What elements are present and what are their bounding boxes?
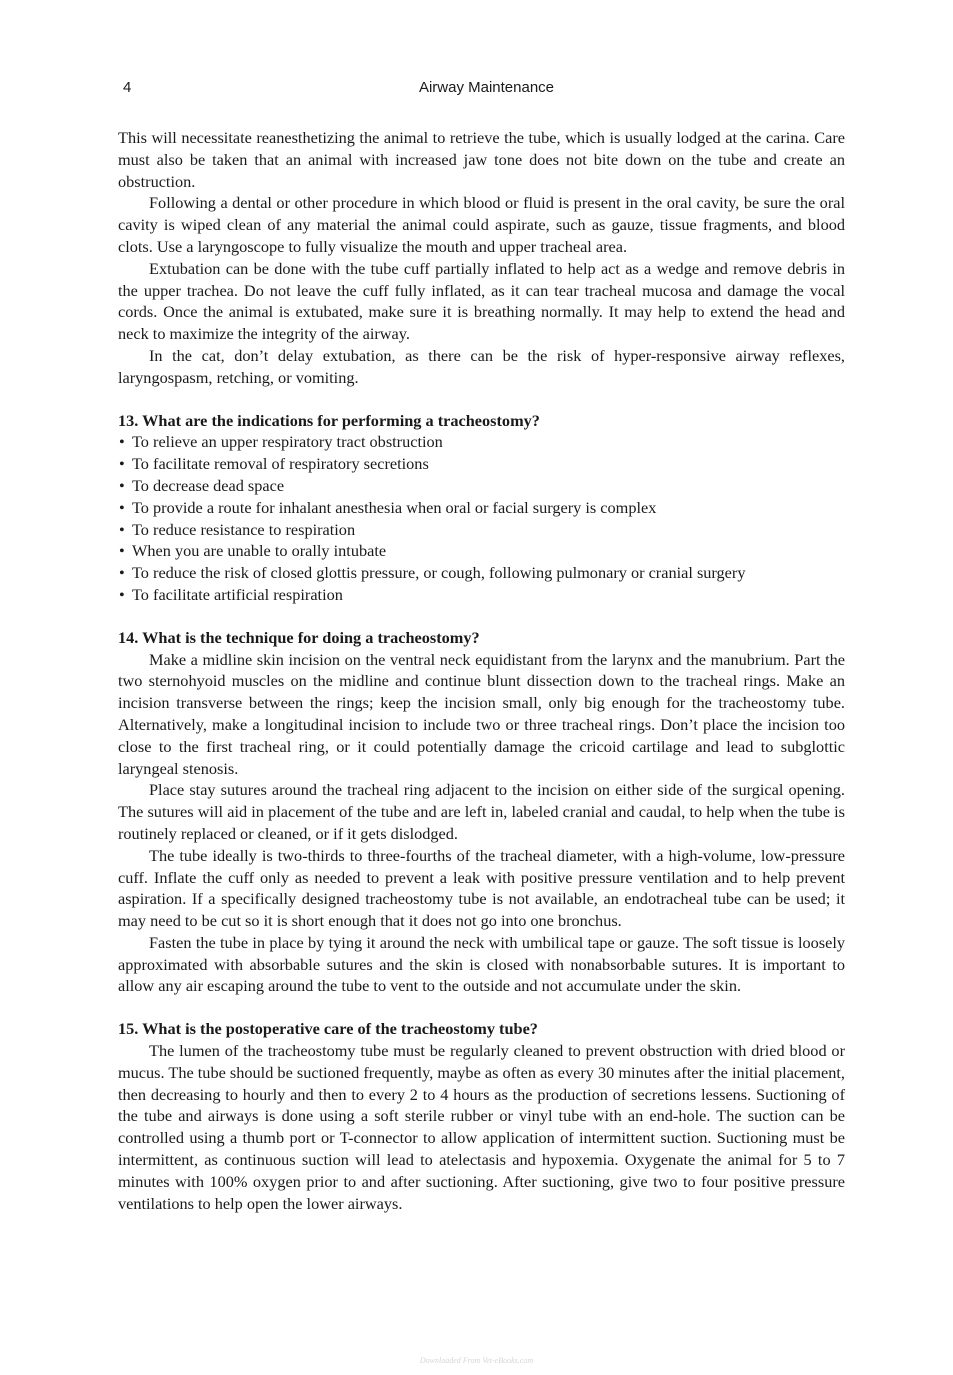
bullet-icon: •: [119, 497, 125, 517]
technique-paragraph-1: Make a midline skin incision on the ventral neck equidistant from the larynx and the manubrium. Part the two sternohyoid muscles on the midline and continue blunt dissection down to the tracheal rings. Make an incision transverse between the rings; keep the incision small, only big enough for the tracheostomy tube. Alternatively, make a longitudinal incision to include two or three tracheal rings. Don’t place the incision too close to the first tracheal ring, or it could potentially damage the cricoid cartilage and lead to subglottic laryngeal stenosis.: [118, 649, 845, 778]
postoperative-paragraph-1: The lumen of the tracheostomy tube must be regularly cleaned to prevent obstruction with dried blood or mucus. The tube should be suctioned frequently, maybe as often as every 30 minutes after the initial placement, then decreasing to hourly and then to every 2 to 4 hours as the production of secretions lessens. Suctioning of the tube and airways is done using a soft sterile rubber or vinyl tube with an end-hole. The suction can be controlled using a thumb port or T-connector to allow application of intermittent suction. Suctioning must be intermittent, as continuous suction will lead to atelectasis and hypoxemia. Oxygenate the animal for 5 to 7 minutes with 100% oxygen prior to and after suctioning. After suctioning, give two to four positive pressure ventilations to help open the lower airways.: [118, 1041, 845, 1213]
question-13-heading: 13. What are the indications for performing a tracheostomy?: [118, 410, 540, 430]
list-item-text: To reduce resistance to respiration: [132, 519, 356, 539]
list-item: [118, 519, 845, 541]
list-item: [118, 497, 845, 519]
list-item: [118, 540, 845, 562]
list-item: [118, 453, 845, 475]
list-item-text: To provide a route for inhalant anesthesia when oral or facial surgery is complex: [132, 497, 657, 517]
bullet-icon: •: [119, 584, 125, 604]
bullet-icon: •: [119, 432, 125, 452]
list-item-text: To relieve an upper respiratory tract obstruction: [132, 432, 443, 452]
list-item: [118, 584, 845, 606]
download-watermark: Downloaded From Vet-eBooks.com: [419, 1356, 534, 1365]
body-text: [118, 127, 845, 1214]
running-head: Airway Maintenance: [418, 79, 555, 96]
bullet-icon: •: [119, 541, 125, 561]
list-item-text: To facilitate removal of respiratory secretions: [132, 454, 429, 474]
technique-paragraph-3: The tube ideally is two-thirds to three-fourths of the tracheal diameter, with a high-volume, low-pressure cuff. Inflate the cuff only as needed to prevent a leak with positive pressure ventilation and to help prevent aspiration. If a specifically designed tracheostomy tube is not available, an endotracheal tube can be used; it may need to be cut so it is short enough that it does not go into one bronchus.: [118, 845, 845, 931]
bullet-icon: •: [119, 563, 125, 583]
list-item: [118, 475, 845, 497]
technique-paragraph-2: Place stay sutures around the tracheal ring adjacent to the incision on either side of the surgical opening. The sutures will aid in placement of the tube and are left in, labeled cranial and caudal, to help when the tube is routinely replaced or cleaned, or if it gets dislodged.: [118, 780, 845, 843]
list-item-text: To decrease dead space: [132, 475, 285, 495]
intro-paragraph-2: Following a dental or other procedure in which blood or fluid is present in the oral cavity, be sure the oral cavity is wiped clean of any material the animal could aspirate, such as gauze, tissue fragments, and blood clots. Use a laryngoscope to fully visualize the mouth and upper tracheal area.: [118, 193, 845, 256]
question-15-heading: 15. What is the postoperative care of the tracheostomy tube?: [118, 1019, 538, 1039]
page-header: [118, 77, 845, 101]
technique-paragraph-4: Fasten the tube in place by tying it around the neck with umbilical tape or gauze. The soft tissue is loosely approximated with absorbable sutures and the skin is closed with nonabsorbable sutures. It is important to allow any air escaping around the tube to vent to the outside and not accumulate under the skin.: [118, 932, 845, 996]
indications-list: [118, 431, 845, 605]
list-item-text: To facilitate artificial respiration: [132, 584, 343, 604]
list-item: [118, 562, 845, 584]
intro-paragraph-1: This will necessitate reanesthetizing the animal to retrieve the tube, which is usually lodged at the carina. Care must also be taken that an animal with increased jaw tone does not bite down on the tube and create an obstruction.: [118, 128, 845, 191]
question-14-heading: 14. What is the technique for doing a tracheostomy?: [118, 627, 480, 647]
intro-paragraph-3: Extubation can be done with the tube cuff partially inflated to help act as a wedge and remove debris in the upper trachea. Do not leave the cuff fully inflated, as it can tear tracheal mucosa and damage the vocal cords. Once the animal is extubated, make sure it is breathing normally. It may help to extend the head and neck to maximize the integrity of the airway.: [118, 258, 845, 344]
list-item: [118, 431, 845, 453]
intro-paragraph-4: In the cat, don’t delay extubation, as there can be the risk of hyper-responsive airway reflexes, laryngospasm, retching, or vomiting.: [118, 345, 845, 387]
bullet-icon: •: [119, 475, 125, 495]
bullet-icon: •: [119, 454, 125, 474]
list-item-text: When you are unable to orally intubate: [132, 541, 387, 561]
bullet-icon: •: [119, 519, 125, 539]
list-item-text: To reduce the risk of closed glottis pressure, or cough, following pulmonary or cranial surgery: [132, 563, 746, 583]
page-number: 4: [123, 79, 132, 96]
